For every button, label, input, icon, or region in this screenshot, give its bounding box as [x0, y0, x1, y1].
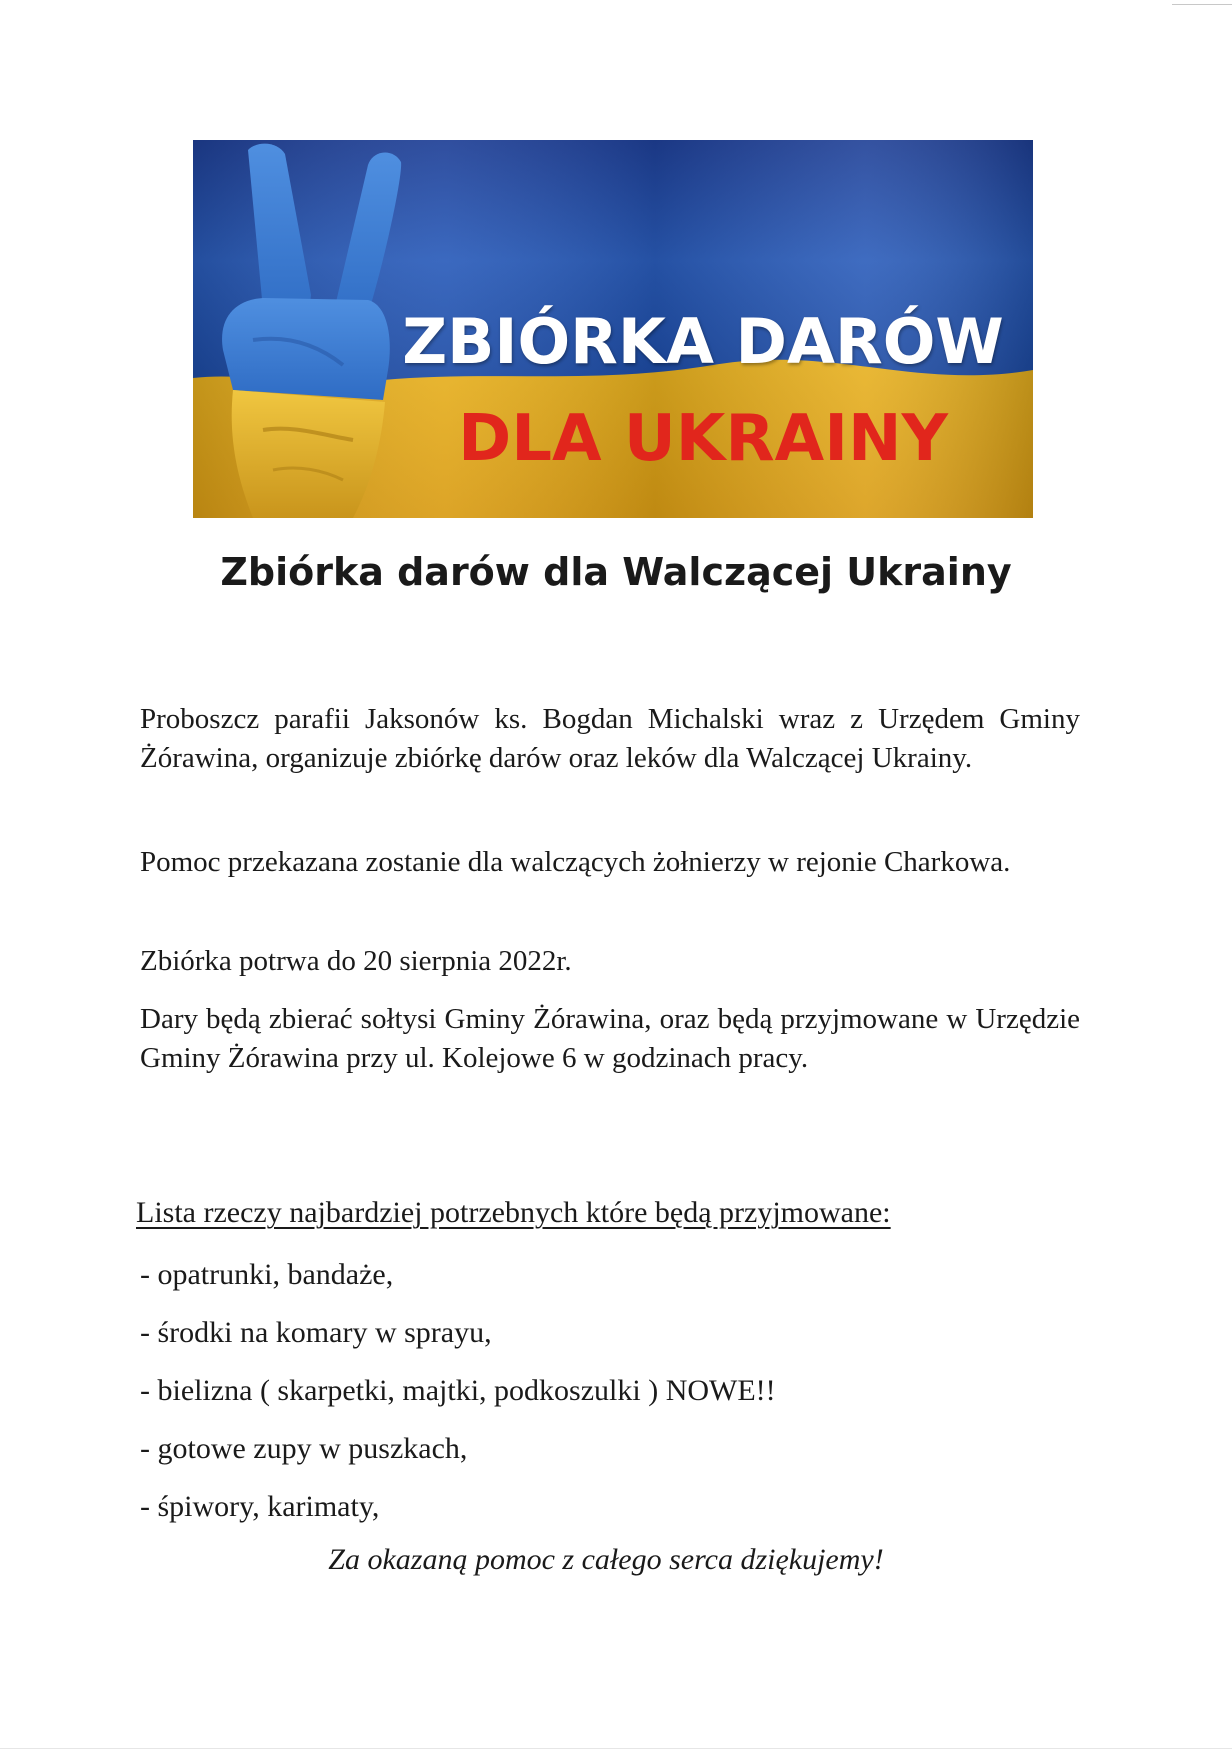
list-item: - środki na komary w sprayu,	[140, 1316, 492, 1349]
paragraph-destination: Pomoc przekazana zostanie dla walczących żołnierzy w rejonie Charkowa.	[140, 846, 1011, 878]
banner-title: ZBIÓRKA DARÓW	[402, 305, 1004, 378]
list-item: - śpiwory, karimaty,	[140, 1490, 380, 1523]
list-heading: Lista rzeczy najbardziej potrzebnych które będą przyjmowane:	[136, 1196, 891, 1229]
closing-thanks: Za okazaną pomoc z całego serca dziękujemy!	[328, 1543, 884, 1576]
paragraph-organizer: Proboszcz parafii Jaksonów ks. Bogdan Michalski wraz z Urzędem Gminy Żórawina, organizuje zbiórkę darów oraz leków dla Walczącej Ukrainy.	[140, 703, 1080, 774]
banner-image	[193, 140, 1033, 518]
needed-items-list	[140, 1255, 776, 1545]
list-item: - bielizna ( skarpetki, majtki, podkoszulki ) NOWE!!	[140, 1374, 776, 1407]
page-title: Zbiórka darów dla Walczącej Ukrainy	[220, 550, 1012, 594]
list-item: - gotowe zupy w puszkach,	[140, 1432, 468, 1465]
banner-subtitle: DLA UKRAINY	[458, 402, 948, 476]
page-edge-line	[1172, 4, 1232, 5]
paragraph-deadline: Zbiórka potrwa do 20 sierpnia 2022r.	[140, 945, 572, 977]
paragraph-collection-points: Dary będą zbierać sołtysi Gminy Żórawina, oraz będą przyjmowane w Urzędzie Gminy Żórawina przy ul. Kolejowe 6 w godzinach pracy.	[140, 1003, 1080, 1074]
page-bottom-line	[0, 1748, 1232, 1749]
list-item: - opatrunki, bandaże,	[140, 1258, 394, 1291]
